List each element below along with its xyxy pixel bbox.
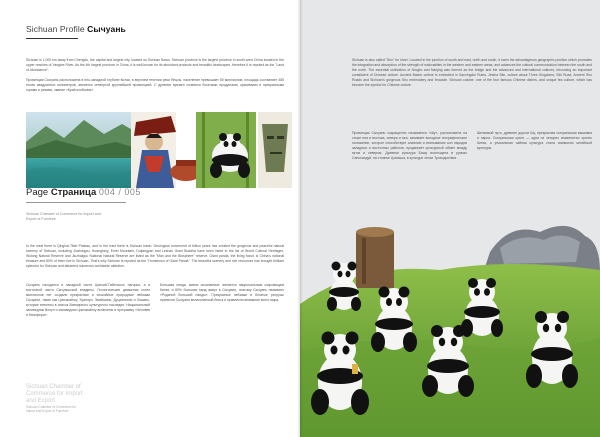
footer-caption: Sichuan Chamber of Commerce for Import and Export of Furniture [26, 405, 77, 414]
page-word-ru: Страница [50, 187, 97, 198]
page-header [26, 24, 126, 34]
page-word-en: Page [26, 187, 49, 198]
header-title-ru: Сычуань [87, 24, 126, 34]
right-column-ru-b: Шелковый путь, древние дороги Шу, прекрасная сычуаньская вышивка и парча. Сычуаньская кухня — одна из четырех знаменитых кухонь Китая, а уникальная чайная культура стала символом китайской культуры. [477, 131, 592, 150]
page-numbers: 004 / 005 [98, 187, 141, 197]
spread-gutter [297, 0, 303, 437]
body-column-ru-b: Большая панда, живое ископаемое, является национальным сокровищем Китая, и 80% больших панд живут в Сычуани, поэтому Сычуань называют «Родиной большой панды». Прекрасные пейзажи и богатые ресурсы принесли Сычуани великолепный блеск и привлекли внимание всего мира. [160, 283, 284, 302]
intro-paragraph-en: Sichuan is 1,000 km away from Chengdu, the capital and largest city, located on Sichuan Basin. Sichuan province is the largest province in south-west China located in the upper reaches of Yangtze River. As the 4th largest province in China, it is well-known for its abundant products and beautiful landscapes, therefore it is reputed as the "Land of Abundance". [26, 58, 284, 72]
body-paragraph-en: In the west there is Qinghai-Tibet Plateau, and in the east there is Sichuan basin. Geological movement of billion years has created the gorgeous and peaceful natural scenery of Sichuan, including Jiuzhaigou, Huanglong, Emei Mountain, Dujiangyan and Leshan Giant Buddha have been listed in the list of World Cultural Heritages. Wolong Natural Reserve and Jiuzhaigou National Natural Reserve are listed as the "Man and the Biosphere" reserve. Giant panda, the living fossil, is China's national treasure and 80% of them live in Sichuan. That's why Sichuan is reputed as the "Hometown of Giant Panda". The beautiful scenery and rich resources has brought brilliant splendor for Sichuan and attracted numerous worldwide attention. [26, 244, 284, 268]
page-number-block [26, 187, 141, 198]
pandas-photo [300, 212, 600, 437]
header-rule [26, 38, 78, 39]
sichuan-collage-photo [26, 112, 292, 188]
intro-paragraph-ru: Провинция Сычуань расположена в юго-западной глубине Китая, в верхнем течении реки Янцзы, население превышает 80 миллионов, площадь составляет 485 тысяч квадратных километров, является четвертой крупнейшей провинцией. С древних времен славится богатыми продуктами, красивыми и прекрасными горами и реками, звание «Край изобилия». [26, 78, 284, 92]
left-footer [26, 384, 86, 414]
right-column-ru-a: Провинция Сычуань сокращенно называется «Шу», расположена на стыке юга и востока, севера и юга, занимает выгодное географическое положение, которое способствует слиянию и впитыванию сил народов западных и восточных районов, продвигает культурный обмен между югом и севером. Древняя культура Башу воплощена в руинах Саньсиндуй, на стоянке Цзиньша, в культуре эпохи Троецарствия. [352, 131, 467, 160]
left-caption: Sichuan Chamber of Commerce for Import and Export of Furniture [26, 212, 101, 221]
right-page [300, 0, 600, 437]
header-title-en: Sichuan Profile [26, 24, 85, 34]
right-paragraph-en: Sichuan is also called "Shu" for short. Located in the junction of south and east, north and south, it owns the advantageous geographic position which promotes the integration and absorption of the strength of nationalities in the western and eastern areas, and advances the cultural communication between the south and the north. The essential civilization of Ningbo and Nanjing was formed as the bridge and the advanced and international cultures, becoming an important constituent of Chinese culture. Ancient Bashu culture is embodied in Sanxingdui Ruins, Jinsha Site, culture about Three Kingdoms, Silk Road, Ancient Shu Roads and Sichuan's gorgeous Shu embroidery and brocade. Sichuan cuisine, one of the four famous Chinese dishes, and unique tea culture, which has become the symbol for Chinese culture. [352, 58, 592, 87]
page-number-rule [26, 202, 126, 203]
footer-title: Sichuan Chamber of Commerce for Import and Export [26, 384, 83, 404]
body-column-ru-a: Сычуань находится в западной части Цинхай-Тибетского нагорья, а в восточной части Сычуаньской впадины. Геологические движения сотен миллионов лет создали прекрасные и спокойные природные пейзажи Сычуани, такие как Цзючжайгоу, Хуанлун, Эмэйшань, Дуцзянъянь и Лэшань, которые внесены в список Всемирного культурного наследия. Национальный заповедник Волун и заповедник Цзючжайгоу включены в программу «Человек и биосфера». [26, 283, 150, 317]
